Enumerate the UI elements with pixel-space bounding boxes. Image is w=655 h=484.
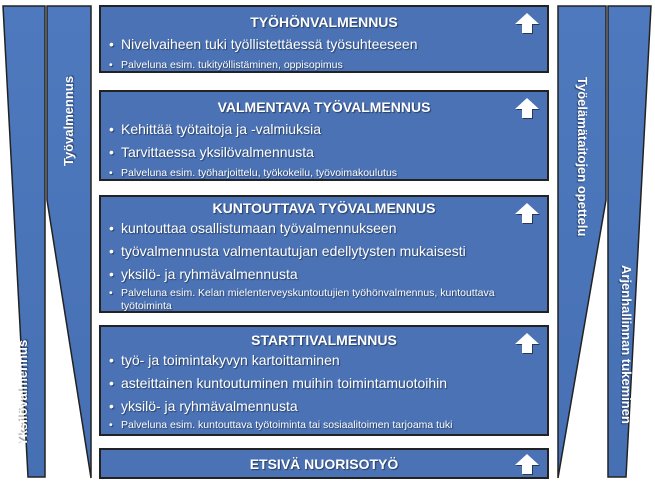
arrow-up-icon xyxy=(515,454,539,474)
arrow-up-icon xyxy=(515,333,539,353)
bullet-item: • työvalmennusta valmentautujan edellytysten mukaisesti xyxy=(109,240,497,263)
bullet-item: • Tarvittaessa yksilövalmennusta xyxy=(109,141,497,164)
bullet-list xyxy=(109,118,497,180)
side-label-tyoelamataidot: Työelämätaitojen opettelu xyxy=(575,77,590,237)
bullet-item: • Palveluna esim. Kelan mielenterveyskuntoutujien työhönvalmennus, kuntouttava työtoiminta xyxy=(109,286,497,312)
bullet-item: • Palveluna esim. tukityöllistäminen, oppisopimus xyxy=(109,56,497,72)
box-title: KUNTOUTTAVA TYÖVALMENNUS xyxy=(212,200,436,216)
box-starttivalmennus xyxy=(99,325,549,436)
box-title: STARTTIVALMENNUS xyxy=(251,332,397,348)
box-tyohonvalmennus xyxy=(99,5,549,73)
box-title: VALMENTAVA TYÖVALMENNUS xyxy=(217,99,431,115)
box-etsiva-nuorisotyo xyxy=(99,448,549,479)
bullet-list xyxy=(109,349,497,432)
bullet-item: • Palveluna esim. työharjoittelu, työkokeilu, työvoimakoulutus xyxy=(109,164,497,180)
bullet-item: • yksilö- ja ryhmävalmennusta xyxy=(109,263,497,286)
bullet-list xyxy=(109,217,497,312)
bullet-item: • kuntouttaa osallistumaan työvalmennukseen xyxy=(109,217,497,240)
box-valmentava-tyovalmennus xyxy=(99,90,549,181)
bullet-item: • Nivelvaiheen tuki työllistettäessä työsuhteeseen xyxy=(109,33,497,56)
arrow-up-icon xyxy=(515,13,539,33)
side-label-yksilovalmennus: Yksilövalmennus xyxy=(15,339,30,446)
box-title: TYÖHÖNVALMENNUS xyxy=(250,14,398,30)
box-kuntouttava-tyovalmennus xyxy=(99,195,549,313)
bullet-item: • yksilö- ja ryhmävalmennusta xyxy=(109,395,497,418)
bullet-item: • Kehittää työtaitoja ja -valmiuksia xyxy=(109,118,497,141)
bullet-item: • asteittainen kuntoutuminen muihin toimintamuotoihin xyxy=(109,372,497,395)
bullet-list xyxy=(109,33,497,72)
bullet-item: • Palveluna esim. kuntouttava työtoiminta tai sosiaalitoimen tarjoama tuki xyxy=(109,418,497,432)
box-title: ETSIVÄ NUORISOTYÖ xyxy=(249,456,399,472)
arrow-up-icon xyxy=(515,98,539,118)
bullet-item: • työ- ja toimintakyvyn kartoittaminen xyxy=(109,349,497,372)
arrow-up-icon xyxy=(515,203,539,223)
side-label-tyovalmennus: Työvalmennus xyxy=(61,75,76,166)
side-label-arjenhallinta: Arjenhallinnan tukeminen xyxy=(619,265,634,424)
